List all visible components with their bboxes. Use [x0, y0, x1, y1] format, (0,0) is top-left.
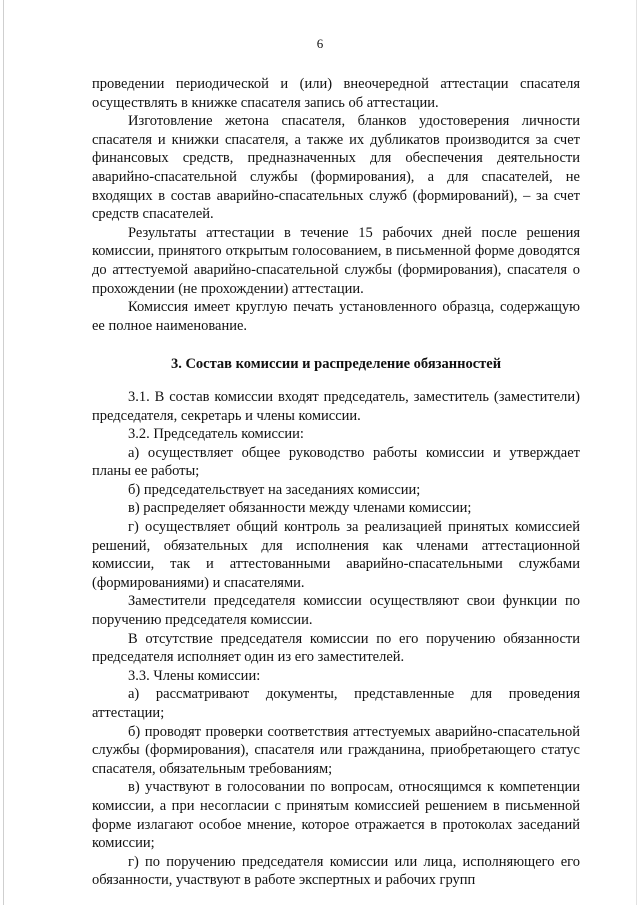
paragraph: 3.3. Члены комиссии:	[128, 667, 261, 684]
paragraph: Комиссия имеет круглую печать установленного образца, содержащую ее полное наименование.	[92, 299, 580, 334]
page-number: 6	[316, 36, 324, 51]
list-item: в) участвуют в голосовании по вопросам, относящимся к компетенции комиссии, а при несогласии с принятым комиссией решением в письменной форме излагают особое мнение, которое отражается в протоколах заседаний комиссии;	[92, 779, 580, 852]
document-body	[92, 75, 580, 890]
list-item: а) осуществляет общее руководство работы комиссии и утверждает планы ее работы;	[92, 444, 580, 480]
paragraph: 3.2. Председатель комиссии:	[128, 426, 304, 443]
list-item: а) рассматривают документы, представленные для проведения аттестации;	[92, 686, 580, 721]
paragraph: Заместители председателя комиссии осуществляют свои функции по поручению председателя комиссии.	[92, 593, 580, 629]
section-heading: 3. Состав комиссии и распределение обязанностей	[170, 356, 502, 373]
paragraph: Результаты аттестации в течение 15 рабочих дней после решения комиссии, принятого открытым голосованием, в письменной форме доводятся до аттестуемой аварийно-спасательной службы (формирования), спасателя о прохождении (не прохождении) аттестации.	[92, 224, 580, 297]
list-item: б) проводят проверки соответствия аттестуемых аварийно-спасательной службы (формирования), спасателя или гражданина, приобретающего статус спасателя, обязательным требованиям;	[92, 723, 580, 777]
paragraph: В отсутствие председателя комиссии по его поручению обязанности председателя исполняет один из его заместителей.	[92, 630, 580, 666]
scan-edge-left	[3, 0, 4, 905]
paragraph: Изготовление жетона спасателя, бланков удостоверения личности спасателя и книжки спасателя, а также их дубликатов производится за счет финансовых средств, предназначенных для обеспечения деятельности аварийно-спасательной службы (формирования), а для спасателей, не входящих в состав аварийно-спасательных служб (формирований), – за счет средств спасателей.	[92, 113, 580, 223]
list-item: в) распределяет обязанности между членами комиссии;	[128, 500, 472, 517]
list-item: б) председательствует на заседаниях комиссии;	[128, 481, 421, 498]
list-item: г) осуществляет общий контроль за реализацией принятых комиссией решений, обязательных для исполнения как членами аттестационной комиссии, так и аттестованными аварийно-спасательными службами (формированиями) и спасателями.	[92, 519, 580, 591]
list-item: г) по поручению председателя комиссии или лица, исполняющего его обязанности, участвуют в работе экспертных и рабочих групп	[92, 853, 580, 889]
paragraph: 3.1. В состав комиссии входят председатель, заместитель (заместители) председателя, секретарь и члены комиссии.	[92, 388, 580, 424]
scan-edge-right	[636, 0, 637, 905]
paragraph: проведении периодической и (или) внеочередной аттестации спасателя осуществлять в книжке спасателя запись об аттестации.	[92, 76, 580, 111]
